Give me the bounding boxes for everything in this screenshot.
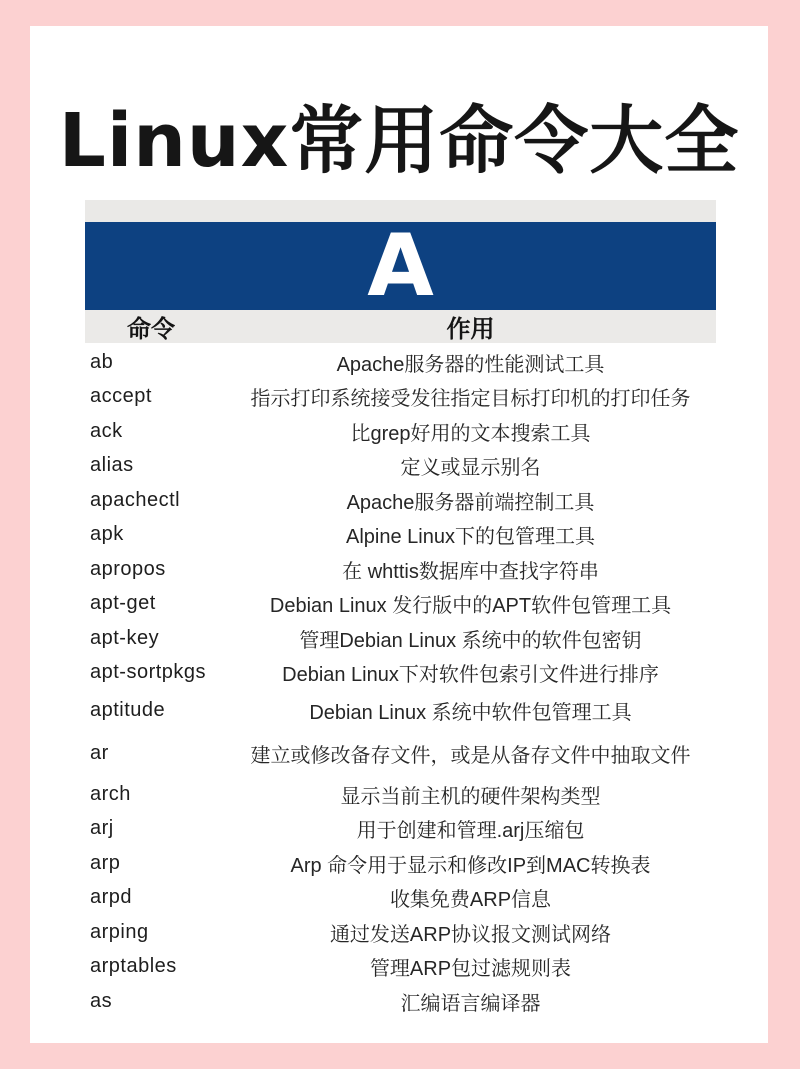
table-row bbox=[85, 656, 716, 691]
purpose-cell: 比grep好用的文本搜索工具 bbox=[350, 422, 591, 445]
purpose-cell: 建立或修改备存文件，或是从备存文件中抽取文件 bbox=[250, 745, 691, 768]
command-cell: ar bbox=[90, 742, 109, 765]
table-row bbox=[85, 846, 716, 881]
table-row bbox=[85, 984, 716, 1019]
command-cell: arp bbox=[90, 851, 121, 874]
command-cell: apachectl bbox=[90, 488, 181, 511]
section-letter-banner bbox=[85, 222, 716, 310]
command-cell: apt-key bbox=[90, 626, 160, 649]
command-cell: alias bbox=[90, 454, 134, 477]
purpose-cell: 显示当前主机的硬件架构类型 bbox=[340, 785, 601, 808]
purpose-cell: Debian Linux 发行版中的APT软件包管理工具 bbox=[269, 595, 672, 618]
table-row bbox=[85, 380, 716, 415]
command-cell: arch bbox=[90, 782, 131, 805]
table-header-row bbox=[85, 310, 716, 343]
table-rows bbox=[85, 345, 716, 1019]
purpose-cell: 收集免费ARP信息 bbox=[389, 889, 552, 912]
purpose-cell: 指示打印系统接受发往指定目标打印机的打印任务 bbox=[250, 388, 691, 411]
table-row bbox=[85, 345, 716, 380]
purpose-cell: 管理ARP包过滤规则表 bbox=[369, 958, 572, 981]
purpose-cell: 定义或显示别名 bbox=[400, 457, 541, 480]
command-cell: arptables bbox=[90, 955, 177, 978]
command-cell: aptitude bbox=[90, 698, 166, 721]
command-table bbox=[85, 200, 716, 1019]
table-row bbox=[85, 414, 716, 449]
purpose-cell: 在 whttis数据库中查找字符串 bbox=[342, 560, 599, 583]
table-row bbox=[85, 915, 716, 950]
table-row bbox=[85, 483, 716, 518]
command-cell: apropos bbox=[90, 557, 166, 580]
poster-card bbox=[30, 26, 768, 1043]
command-cell: arpd bbox=[90, 886, 133, 909]
command-cell: ack bbox=[90, 419, 123, 442]
purpose-cell: 汇编语言编译器 bbox=[400, 992, 541, 1015]
purpose-cell: Arp 命令用于显示和修改IP到MAC转换表 bbox=[290, 854, 651, 877]
purpose-cell: Debian Linux 系统中软件包管理工具 bbox=[309, 701, 632, 724]
table-row bbox=[85, 449, 716, 484]
purpose-cell: 管理Debian Linux 系统中的软件包密钥 bbox=[299, 629, 642, 652]
purpose-cell: Alpine Linux下的包管理工具 bbox=[346, 526, 595, 549]
table-row bbox=[85, 693, 716, 728]
command-cell: arping bbox=[90, 920, 149, 943]
table-row bbox=[85, 950, 716, 985]
purpose-cell: 用于创建和管理.arj压缩包 bbox=[356, 820, 585, 843]
table-row bbox=[85, 812, 716, 847]
table-row bbox=[85, 621, 716, 656]
command-cell: accept bbox=[90, 385, 152, 408]
command-cell: ab bbox=[90, 350, 114, 373]
table-row bbox=[85, 881, 716, 916]
command-cell: apt-get bbox=[90, 592, 156, 615]
page-title: Linux常用命令大全 bbox=[58, 98, 740, 184]
purpose-cell: Apache服务器的性能测试工具 bbox=[336, 353, 605, 376]
table-top-strip bbox=[85, 200, 716, 222]
purpose-cell: Apache服务器前端控制工具 bbox=[346, 491, 595, 514]
purpose-cell: Debian Linux下对软件包索引文件进行排序 bbox=[282, 664, 659, 687]
table-row bbox=[85, 587, 716, 622]
command-cell: as bbox=[90, 989, 113, 1012]
table-row bbox=[85, 777, 716, 812]
command-cell: apk bbox=[90, 523, 124, 546]
table-row bbox=[85, 518, 716, 553]
table-row bbox=[85, 737, 716, 772]
command-cell: arj bbox=[90, 817, 114, 840]
purpose-cell: 通过发送ARP协议报文测试网络 bbox=[329, 923, 612, 946]
command-column-header: 命令 bbox=[127, 316, 175, 343]
purpose-column-header: 作用 bbox=[446, 316, 495, 343]
section-letter: A bbox=[367, 222, 434, 310]
table-row bbox=[85, 552, 716, 587]
command-cell: apt-sortpkgs bbox=[90, 661, 207, 684]
